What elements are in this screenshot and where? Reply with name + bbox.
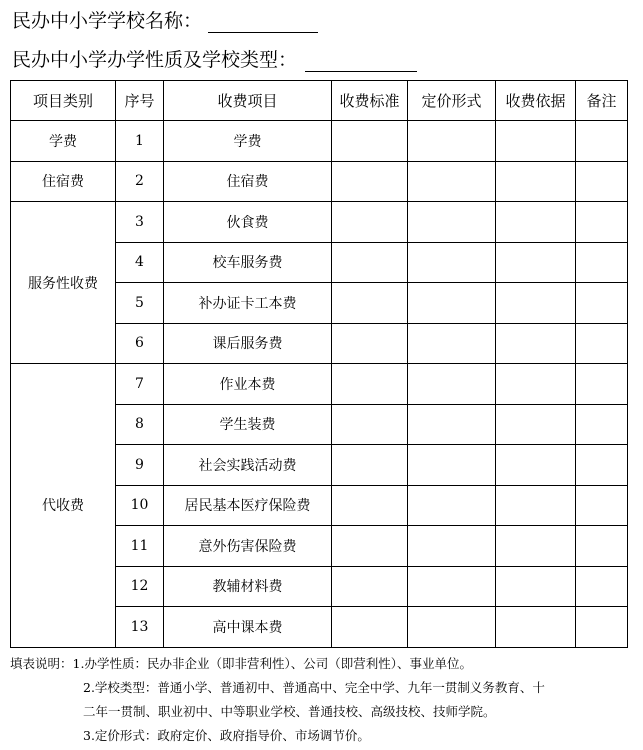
serial-no-cell: 7 [116,364,164,405]
serial-no-cell: 4 [116,242,164,283]
basis-cell[interactable] [496,242,576,283]
pricing-form-cell[interactable] [408,404,496,445]
remark-cell[interactable] [576,445,628,486]
header-row [11,81,628,121]
pricing-form-cell[interactable] [408,526,496,567]
fee-item-cell: 住宿费 [164,161,332,202]
table-row [11,364,628,405]
remark-cell[interactable] [576,161,628,202]
serial-no-cell: 9 [116,445,164,486]
basis-cell[interactable] [496,607,576,648]
basis-cell[interactable] [496,526,576,567]
fee-item-cell: 学费 [164,121,332,162]
standard-cell[interactable] [332,121,408,162]
standard-cell[interactable] [332,242,408,283]
serial-no-cell: 5 [116,283,164,324]
fee-table-body [11,121,628,648]
remark-cell[interactable] [576,283,628,324]
note-1: 1.办学性质：民办非企业（即非营利性）、公司（即营利性）、事业单位。 [72,656,472,671]
pricing-form-cell[interactable] [408,607,496,648]
standard-cell[interactable] [332,202,408,243]
fill-instructions [10,652,635,748]
serial-no-cell: 11 [116,526,164,567]
table-row [11,121,628,162]
remark-cell[interactable] [576,485,628,526]
standard-cell[interactable] [332,404,408,445]
col-header-standard: 收费标准 [332,81,408,121]
serial-no-cell: 13 [116,607,164,648]
col-header-no: 序号 [116,81,164,121]
school-name-label: 民办中小学学校名称： [12,10,203,32]
col-header-category: 项目类别 [11,81,116,121]
note-row-3 [10,724,635,748]
note-row-2 [10,676,635,700]
basis-cell[interactable] [496,323,576,364]
standard-cell[interactable] [332,283,408,324]
basis-cell[interactable] [496,283,576,324]
pricing-form-cell[interactable] [408,566,496,607]
remark-cell[interactable] [576,607,628,648]
pricing-form-cell[interactable] [408,364,496,405]
remark-cell[interactable] [576,121,628,162]
remark-cell[interactable] [576,566,628,607]
standard-cell[interactable] [332,526,408,567]
school-nature-line [12,45,417,72]
fee-item-cell: 作业本费 [164,364,332,405]
fee-item-cell: 意外伤害保险费 [164,526,332,567]
table-row [11,161,628,202]
col-header-pricing: 定价形式 [408,81,496,121]
pricing-form-cell[interactable] [408,283,496,324]
fee-table [10,80,628,648]
standard-cell[interactable] [332,485,408,526]
remark-cell[interactable] [576,323,628,364]
serial-no-cell: 2 [116,161,164,202]
fee-item-cell: 课后服务费 [164,323,332,364]
note-row-1 [10,652,635,676]
category-cell: 住宿费 [11,161,116,202]
fee-item-cell: 补办证卡工本费 [164,283,332,324]
standard-cell[interactable] [332,364,408,405]
pricing-form-cell[interactable] [408,161,496,202]
serial-no-cell: 8 [116,404,164,445]
remark-cell[interactable] [576,364,628,405]
pricing-form-cell[interactable] [408,242,496,283]
school-name-blank[interactable] [208,13,318,33]
pricing-form-cell[interactable] [408,485,496,526]
pricing-form-cell[interactable] [408,202,496,243]
col-header-basis: 收费依据 [496,81,576,121]
serial-no-cell: 12 [116,566,164,607]
serial-no-cell: 6 [116,323,164,364]
pricing-form-cell[interactable] [408,121,496,162]
basis-cell[interactable] [496,404,576,445]
standard-cell[interactable] [332,566,408,607]
remark-cell[interactable] [576,404,628,445]
basis-cell[interactable] [496,364,576,405]
note-2: 2.学校类型：普通小学、普通初中、普通高中、完全中学、九年一贯制义务教育、十 [83,680,545,695]
fee-item-cell: 居民基本医疗保险费 [164,485,332,526]
remark-cell[interactable] [576,526,628,567]
category-cell: 服务性收费 [11,202,116,364]
fee-item-cell: 学生装费 [164,404,332,445]
col-header-remark: 备注 [576,81,628,121]
remark-cell[interactable] [576,202,628,243]
basis-cell[interactable] [496,445,576,486]
standard-cell[interactable] [332,323,408,364]
fee-item-cell: 伙食费 [164,202,332,243]
basis-cell[interactable] [496,485,576,526]
school-nature-label: 民办中小学办学性质及学校类型： [12,49,298,71]
note-row-2b [10,700,635,724]
table-row [11,202,628,243]
remark-cell[interactable] [576,242,628,283]
basis-cell[interactable] [496,161,576,202]
note-2-cont: 二年一贯制、职业初中、中等职业学校、普通技校、高级技校、技师学院。 [83,704,496,719]
serial-no-cell: 10 [116,485,164,526]
pricing-form-cell[interactable] [408,323,496,364]
fee-item-cell: 高中课本费 [164,607,332,648]
serial-no-cell: 1 [116,121,164,162]
fee-item-cell: 社会实践活动费 [164,445,332,486]
standard-cell[interactable] [332,607,408,648]
pricing-form-cell[interactable] [408,445,496,486]
standard-cell[interactable] [332,161,408,202]
col-header-item: 收费项目 [164,81,332,121]
fee-item-cell: 教辅材料费 [164,566,332,607]
basis-cell[interactable] [496,121,576,162]
school-name-line [12,6,318,33]
serial-no-cell: 3 [116,202,164,243]
standard-cell[interactable] [332,445,408,486]
notes-prefix: 填表说明： [10,656,73,671]
basis-cell[interactable] [496,566,576,607]
basis-cell[interactable] [496,202,576,243]
category-cell: 代收费 [11,364,116,648]
note-3: 3.定价形式：政府定价、政府指导价、市场调节价。 [83,728,370,743]
fee-item-cell: 校车服务费 [164,242,332,283]
school-nature-blank[interactable] [305,52,417,72]
category-cell: 学费 [11,121,116,162]
